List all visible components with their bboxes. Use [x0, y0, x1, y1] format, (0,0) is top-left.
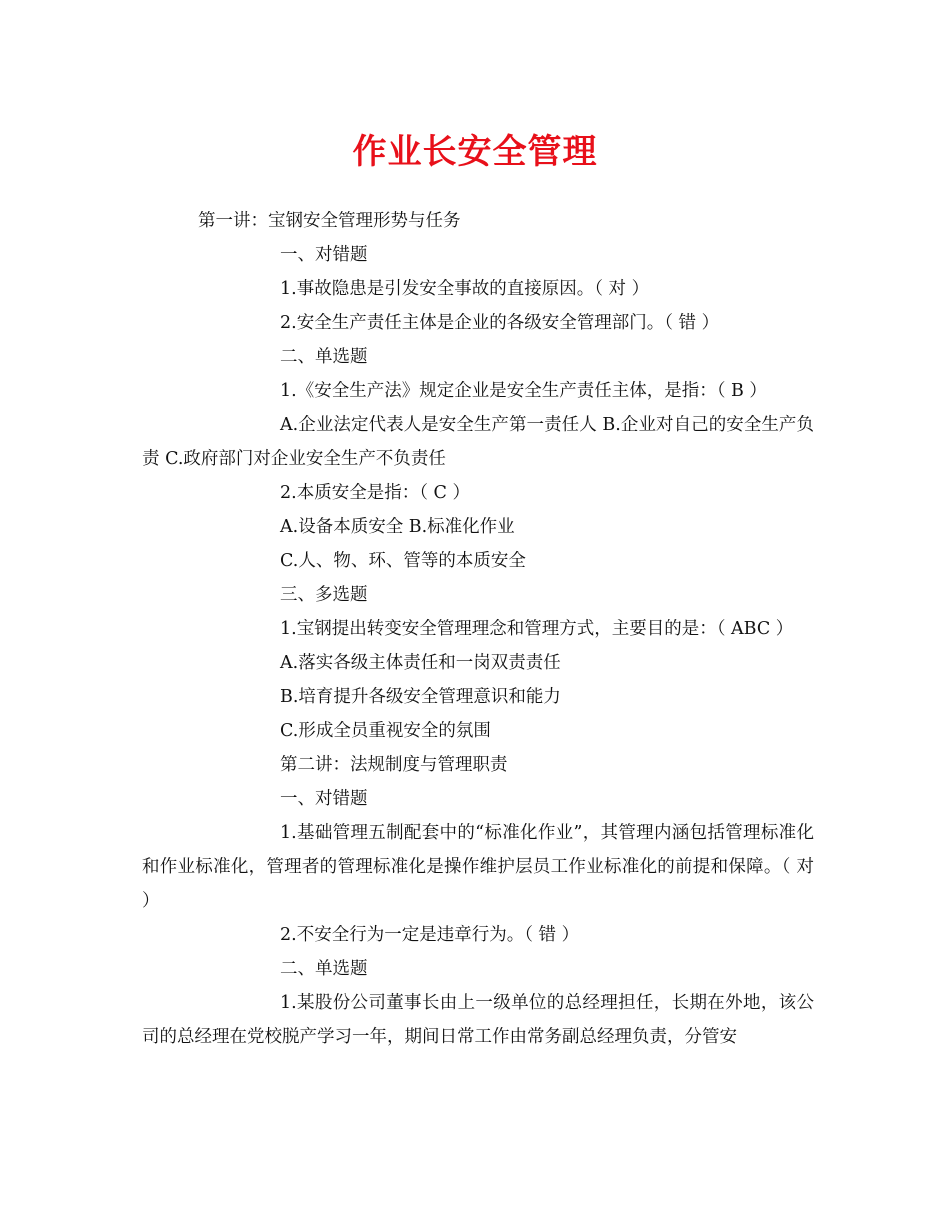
answer-options: A.设备本质安全 B.标准化作业	[280, 517, 515, 537]
answer-option: B.培育提升各级安全管理意识和能力	[280, 687, 561, 707]
question-text: 1.基础管理五制配套中的“标准化作业”，其管理内涵包括管理标准化和作业标准化，管理者的管理标准化是操作维护层员工作业标准化的前提和保障。（ 对 ）	[142, 823, 814, 911]
answer-option: A.落实各级主体责任和一岗双责责任	[280, 653, 561, 673]
lecture-2-heading: 第二讲：法规制度与管理职责	[280, 755, 508, 775]
answer-option: C.人、物、环、管等的本质安全	[280, 551, 526, 571]
question-text: 2.安全生产责任主体是企业的各级安全管理部门。（ 错 ）	[280, 313, 720, 333]
document-title: 作业长安全管理	[352, 132, 598, 172]
lecture-1-heading: 第一讲：宝钢安全管理形势与任务	[198, 211, 461, 231]
section-single-choice-heading: 二、单选题	[280, 959, 368, 979]
question-text: 1.宝钢提出转变安全管理理念和管理方式，主要目的是：（ ABC ）	[280, 619, 794, 639]
section-true-false-heading: 一、对错题	[280, 789, 368, 809]
question-text: 1.《安全生产法》规定企业是安全生产责任主体，是指：（ B ）	[280, 381, 767, 401]
answer-option: C.形成全员重视安全的氛围	[280, 721, 491, 741]
question-text: 1.某股份公司董事长由上一级单位的总经理担任，长期在外地，该公司的总经理在党校脱产学习一年，期间日常工作由常务副总经理负责，分管安	[142, 993, 814, 1047]
section-multi-choice-heading: 三、多选题	[280, 585, 368, 605]
answer-options: A.企业法定代表人是安全生产第一责任人 B.企业对自己的安全生产负责 C.政府部门对企业安全生产不负责任	[142, 415, 814, 469]
question-text: 2.本质安全是指：（ C ）	[280, 483, 470, 503]
section-true-false-heading: 一、对错题	[280, 245, 368, 265]
question-text: 2.不安全行为一定是违章行为。（ 错 ）	[280, 925, 580, 945]
question-text: 1.事故隐患是引发安全事故的直接原因。（ 对 ）	[280, 279, 650, 299]
section-single-choice-heading: 二、单选题	[280, 347, 368, 367]
document-body	[142, 204, 814, 1054]
